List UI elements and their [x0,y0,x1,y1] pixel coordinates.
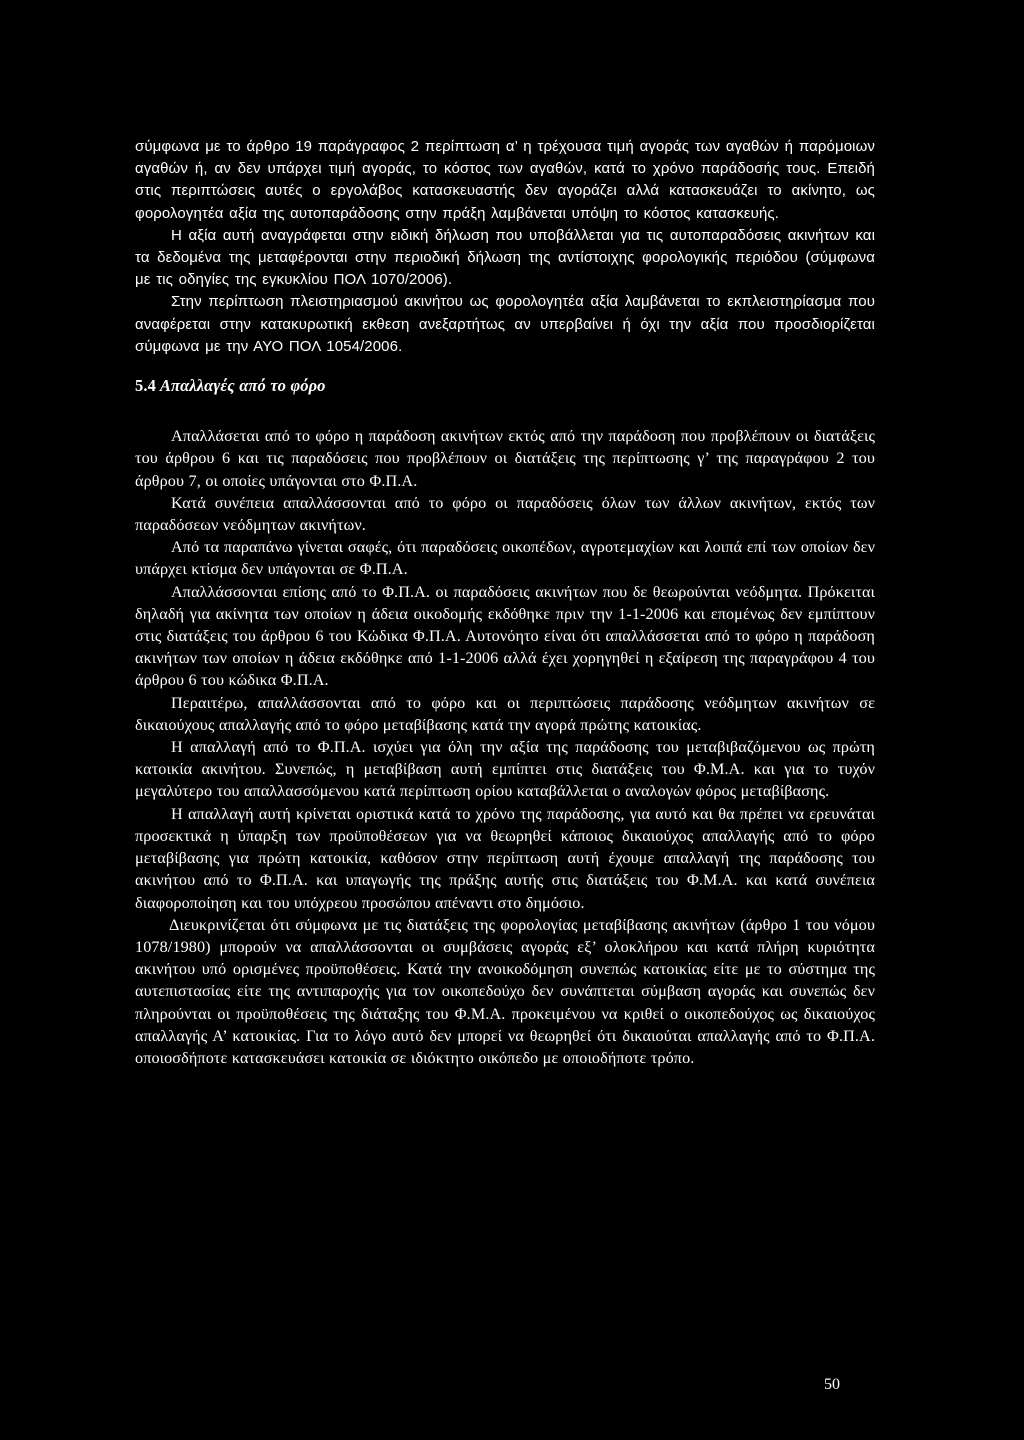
paragraph-special-declaration: Η αξία αυτή αναγράφεται στην ειδική δήλωση που υποβάλλεται για τις αυτοπαραδόσεις ακινήτων και τα δεδομένα της μεταφέρονται στην περιοδική δήλωση της αντίστοιχης φορολογικής περιόδου (σύμφωνα με τις οδηγίες της εγκυκλίου ΠΟΛ 1070/2006). [135,226,875,289]
paragraph-clarification: Διευκρινίζεται ότι σύμφωνα με τις διατάξεις της φορολογίας μεταβίβασης ακινήτων (άρθρο 1 του νόμου 1078/1980) μπορούν να απαλλάσσονται οι συμβάσεις αγοράς εξ’ ολοκλήρου και κατά πλήρη κυριότητα ακινήτου υπό ορισμένες προϋποθέσεις. Κατά την ανοικοδόμηση συνεπώς κατοικίας είτε με το σύστημα της αυτεπιστασίας είτε της αντιπαροχής για τον οικοπεδούχο δεν συνάπτεται σύμβαση αγοράς και συνεπώς δεν πληρούνται οι προϋποθέσεις της διάταξης του Φ.Μ.Α. προκειμένου να κριθεί ο οικοπεδούχος ως δικαιούχος απαλλαγής Α’ κατοικίας. Για το λόγο αυτό δεν μπορεί να θεωρηθεί ότι δικαιούται απαλλαγής από το Φ.Π.Α. οποιοσδήποτε κατασκευάσει κατοικία σε ιδιόκτητο οικόπεδο με οποιοδήποτε τρόπο. [135,915,875,1067]
paragraph-exemption-general: Απαλλάσεται από το φόρο η παράδοση ακινήτων εκτός από την παράδοση που προβλέπουν οι διατάξεις του άρθρου 6 και τις παραδόσεις που προβλέπουν οι διατάξεις της περίπτωσης γ’ της παραγράφου 2 του άρθρου 7, οι οποίες υπάγονται στο Φ.Π.Α. [135,427,875,490]
paragraph-non-new-buildings: Απαλλάσσονται επίσης από το Φ.Π.Α. οι παραδόσεις ακινήτων που δε θεωρούνται νεόδμητα. Πρόκειται δηλαδή για ακίνητα των οποίων η άδεια οικοδομής εκδόθηκε πριν την 1-1-2006 και επομένως δεν εμπίπτουν στις διατάξεις του άρθρου 6 του Κώδικα Φ.Π.Α. Αυτονόητο είναι ότι απαλλάσσεται από το φόρο η παράδοση ακινήτων των οποίων η άδεια εκδόθηκε από 1-1-2006 αλλά έχει χορηγηθεί η εξαίρεση της παραγράφου 4 του άρθρου 6 του κώδικα Φ.Π.Α. [135,582,875,690]
document-page [135,136,875,1069]
paragraph-first-home: Περαιτέρω, απαλλάσσονται από το φόρο και οι περιπτώσεις παράδοσης νεόδμητων ακινήτων σε δικαιούχους απαλλαγής από το φόρο μεταβίβασης κατά την αγορά πρώτης κατοικίας. [135,693,875,734]
page-number: 50 [824,1376,840,1393]
paragraph-auction: Στην περίπτωση πλειστηριασμού ακινήτου ως φορολογητέα αξία λαμβάνεται το εκπλειστηρίασμα που αναφέρεται στην κατακυρωτική εκθεση ανεξαρτήτως αν υπερβαίνει ή όχι την αξία που προσδιορίζεται σύμφωνα με την ΑΥΟ ΠΟΛ 1054/2006. [135,293,875,355]
paragraph-full-value: Η απαλλαγή από το Φ.Π.Α. ισχύει για όλη την αξία της παράδοσης του μεταβιβαζόμενου ως πρώτη κατοικία ακινήτου. Συνεπώς, η μεταβίβαση αυτή εμπίπτει στις διατάξεις του Φ.Μ.Α. και για το τυχόν μεγαλύτερο του απαλλασσόμενου κατά περίπτωση ορίου καταβάλλεται ο αναλογών φόρος μεταβίβασης. [135,738,875,801]
section-number: 5.4 [135,376,156,396]
paragraph-valuation: σύμφωνα με το άρθρο 19 παράγραφος 2 περίπτωση α’ η τρέχουσα τιμή αγοράς των αγαθών ή παρόμοιων αγαθών ή, αν δεν υπάρχει τιμή αγοράς, το κόστος των αγαθών, κατά το χρόνο παράδοσής τους. Επειδή στις περιπτώσεις αυτές ο εργολάβος κατασκευαστής δεν αγοράζει αλλά κατασκευάζει το ακίνητο, ως φορολογητέα αξία της αυτοπαράδοσης στην πράξη λαμβάνεται υπόψη το κόστος κατασκευής. [135,138,875,222]
paragraph-exemption-consequence: Κατά συνέπεια απαλλάσσονται από το φόρο οι παραδόσεις όλων των άλλων ακινήτων, εκτός των παραδόσεων νεόδμητων ακινήτων. [135,493,875,535]
paragraph-land-plots: Από τα παραπάνω γίνεται σαφές, ότι παραδόσεις οικοπέδων, αγροτεμαχίων και λοιπά επί των οποίων δεν υπάρχει κτίσμα δεν υπάγονται σε Φ.Π.Α. [135,538,875,579]
section-heading [135,375,875,397]
section-title: Απαλλαγές από το φόρο [159,376,326,396]
paragraph-final-judgement: Η απαλλαγή αυτή κρίνεται οριστικά κατά το χρόνο της παράδοσης, για αυτό και θα πρέπει να ερευνάται προσεκτικά η ύπαρξη των προϋποθέσεων για να θεωρηθεί κάποιος δικαιούχος απαλλαγής από το φόρο μεταβίβασης για πρώτη κατοικία, καθόσον στην περίπτωση αυτή έχουμε απαλλαγή της παράδοσης του ακινήτου από το Φ.Π.Α. και υπαγωγής της πράξης αυτής στις διατάξεις του Φ.Μ.Α. και κατά συνέπεια διαφοροποίηση και του υπόχρεου προσώπου απέναντι στο δημόσιο. [135,804,875,912]
